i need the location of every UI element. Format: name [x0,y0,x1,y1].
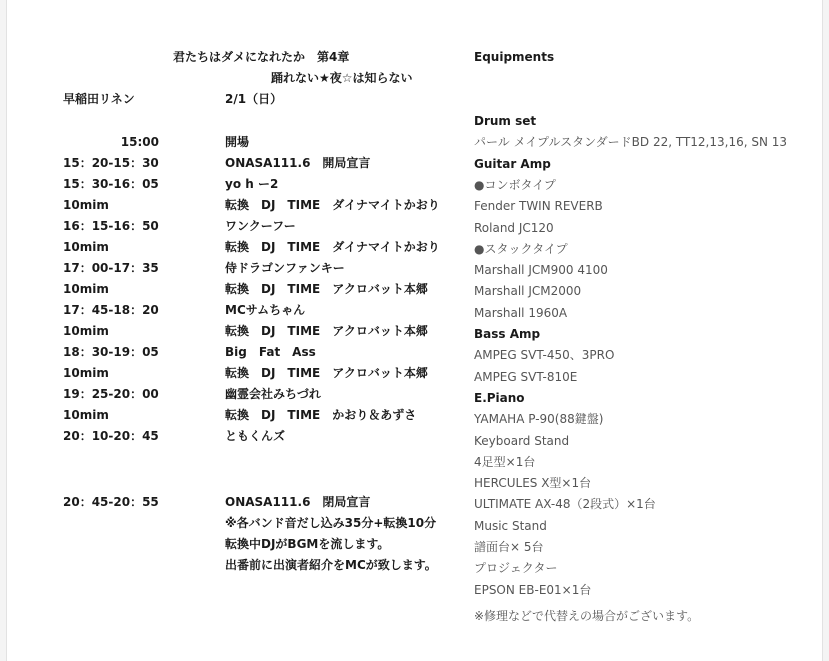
schedule-act: 転換 DJ TIME アクロバット本郷 [225,324,428,338]
schedule-time: 18：30-19：05 [63,345,159,359]
schedule-act: ともくんズ [225,429,286,443]
equipment-note: ※修理などで代替えの場合がございます。 [474,609,700,623]
note-line: 転換中DJがBGMを流します。 [225,537,390,551]
equipment-item: AMPEG SVT-810E [474,370,578,384]
open-label: 開場 [225,135,250,149]
equipment-item: 譜面台× 5台 [474,540,544,554]
document-page [6,0,823,661]
schedule-act: ワンクーフー [225,219,296,233]
note-line: 出番前に出演者紹介をMCが致します。 [225,558,437,572]
schedule-act: yo h ー2 [225,177,279,191]
schedule-act: MCサムちゃん [225,303,306,317]
closing-time: 20：45-20：55 [63,495,159,509]
schedule-act: 侍ドラゴンファンキー [225,261,345,275]
schedule-act: 転換 DJ TIME かおり＆あずさ [225,408,417,422]
schedule-time: 10mim [63,240,109,254]
equipment-item: Fender TWIN REVERB [474,199,603,213]
schedule-time: 17：00-17：35 [63,261,159,275]
schedule-time: 10mim [63,198,109,212]
equipment-item: EPSON EB-E01×1台 [474,583,592,597]
equipment-item: Marshall JCM900 4100 [474,263,608,277]
schedule-time: 19：25-20：00 [63,387,159,401]
equipment-item: プロジェクター [474,561,558,575]
schedule-time: 17：45-18：20 [63,303,159,317]
schedule-act: 幽霊会社みちづれ [225,387,321,401]
equipment-item: AMPEG SVT-450、3PRO [474,348,615,362]
equipment-item: ●スタックタイプ [474,242,568,256]
note-line: ※各バンド音だし込み35分+転換10分 [225,516,437,530]
closing-act: ONASA111.6 閉局宣言 [225,495,371,509]
event-title: 君たちはダメになれたか 第4章 [173,50,350,64]
schedule-time: 20：10-20：45 [63,429,159,443]
schedule-time: 16：15-16：50 [63,219,159,233]
schedule-time: 10mim [63,366,109,380]
schedule-time: 10mim [63,282,109,296]
schedule-time: 15：20-15：30 [63,156,159,170]
schedule-time: 10mim [63,408,109,422]
equipment-item: Marshall 1960A [474,306,568,320]
schedule-act: ONASA111.6 開局宣言 [225,156,371,170]
schedule-time: 10mim [63,324,109,338]
equipment-category: E.Piano [474,391,525,405]
schedule-act: 転換 DJ TIME ダイナマイトかおり [225,240,440,254]
equipment-item: ULTIMATE AX-48（2段式）×1台 [474,497,656,511]
equipment-item: YAMAHA P-90(88鍵盤) [474,412,604,426]
schedule-act: 転換 DJ TIME アクロバット本郷 [225,282,428,296]
equipment-category: Bass Amp [474,327,541,341]
equipment-item: Music Stand [474,519,547,533]
equipment-category: Drum set [474,114,537,128]
equipment-heading: Equipments [474,50,555,64]
equipment-item: 4足型×1台 [474,455,536,469]
event-date: 2/1（日） [225,92,283,106]
equipment-item: Marshall JCM2000 [474,284,582,298]
equipment-item: Roland JC120 [474,221,554,235]
venue-name: 早稲田リネン [63,92,135,106]
schedule-time: 15：30-16：05 [63,177,159,191]
open-time: 15:00 [120,135,159,149]
equipment-item: Keyboard Stand [474,434,570,448]
event-subtitle: 踊れない★夜☆は知らない [271,71,413,85]
schedule-act: 転換 DJ TIME ダイナマイトかおり [225,198,440,212]
equipment-category: Guitar Amp [474,157,551,171]
schedule-act: 転換 DJ TIME アクロバット本郷 [225,366,428,380]
equipment-item: HERCULES X型×1台 [474,476,592,490]
equipment-item: パール メイプルスタンダードBD 22, TT12,13,16, SN 13 [474,135,788,149]
equipment-item: ●コンボタイプ [474,178,556,192]
schedule-act: Big Fat Ass [225,345,316,359]
